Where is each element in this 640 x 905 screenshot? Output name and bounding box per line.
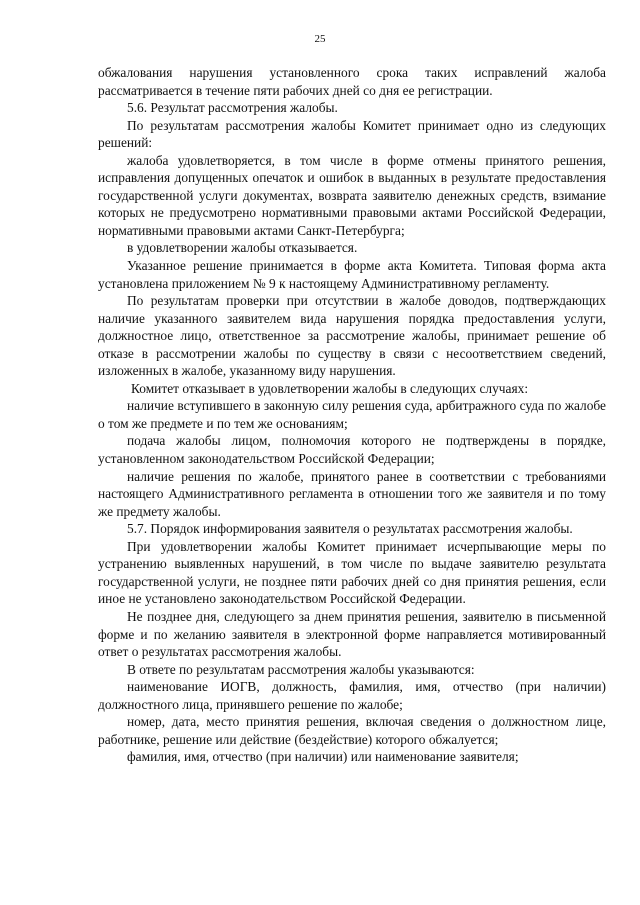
paragraph: наличие вступившего в законную силу решения суда, арбитражного суда по жалобе о том же предмете и по тем же основаниям; bbox=[98, 398, 606, 431]
paragraph: Комитет отказывает в удовлетворении жалобы в следующих случаях: bbox=[131, 380, 529, 396]
paragraph: Указанное решение принимается в форме акта Комитета. Типовая форма акта установлена приложением № 9 к настоящему Административному регламенту. bbox=[98, 258, 606, 291]
paragraph: По результатам проверки при отсутствии в жалобе доводов, подтверждающих наличие указанного заявителем вида нарушения порядка предоставления услуги, должностное лицо, ответственное за рассмотрение жалобы, принимает решение об отказе в рассмотрении жалобы по существу в связи с несоответствием сведений, изложенных в жалобе, указанному виду нарушения. bbox=[98, 293, 606, 379]
paragraph: в удовлетворении жалобы отказывается. bbox=[127, 240, 358, 256]
paragraph: По результатам рассмотрения жалобы Комитет принимает одно из следующих решений: bbox=[98, 117, 606, 151]
page-number: 25 bbox=[314, 33, 326, 45]
paragraph: наименование ИОГВ, должность, фамилия, имя, отчество (при наличии) должностного лица, принявшего решение по жалобе; bbox=[98, 679, 606, 712]
section-heading: 5.6. Результат рассмотрения жалобы. bbox=[127, 100, 338, 116]
section-heading: 5.7. Порядок информирования заявителя о результатах рассмотрения жалобы. bbox=[127, 521, 573, 537]
paragraph: фамилия, имя, отчество (при наличии) или наименование заявителя; bbox=[127, 749, 519, 765]
paragraph: номер, дата, место принятия решения, включая сведения о должностном лице, работнике, решение или действие (бездействие) которого обжалуется; bbox=[98, 714, 606, 747]
paragraph: наличие решения по жалобе, принятого ранее в соответствии с требованиями настоящего Административного регламента в отношении того же заявителя и по тому же предмету жалобы. bbox=[98, 468, 606, 519]
paragraph: Не позднее дня, следующего за днем принятия решения, заявителю в письменной форме и по желанию заявителя в электронной форме направляется мотивированный ответ о результатах рассмотрения жалобы. bbox=[98, 608, 606, 660]
paragraph: В ответе по результатам рассмотрения жалобы указываются: bbox=[127, 661, 475, 677]
paragraph: При удовлетворении жалобы Комитет принимает исчерпывающие меры по устранению выявленных нарушений, в том числе по выдаче заявителю результата государственной услуги, не позднее пяти рабочих дней со дня принятия решения, если иное не установлено законодательством Российской Федерации. bbox=[98, 538, 606, 607]
paragraph: обжалования нарушения установленного срока таких исправлений жалоба рассматривается в течение пяти рабочих дней со дня ее регистрации. bbox=[98, 65, 606, 98]
paragraph: жалоба удовлетворяется, в том числе в форме отмены принятого решения, исправления допущенных опечаток и ошибок в выданных в результате предоставления государственной услуги документах, возврата заявителю денежных средств, взимание которых не предусмотрено нормативными правовыми актами Российской Федерации, нормативными правовыми актами Санкт-Петербурга; bbox=[98, 152, 606, 238]
paragraph: подача жалобы лицом, полномочия которого не подтверждены в порядке, установленном законодательством Российской Федерации; bbox=[98, 433, 606, 467]
document-body bbox=[98, 64, 606, 766]
